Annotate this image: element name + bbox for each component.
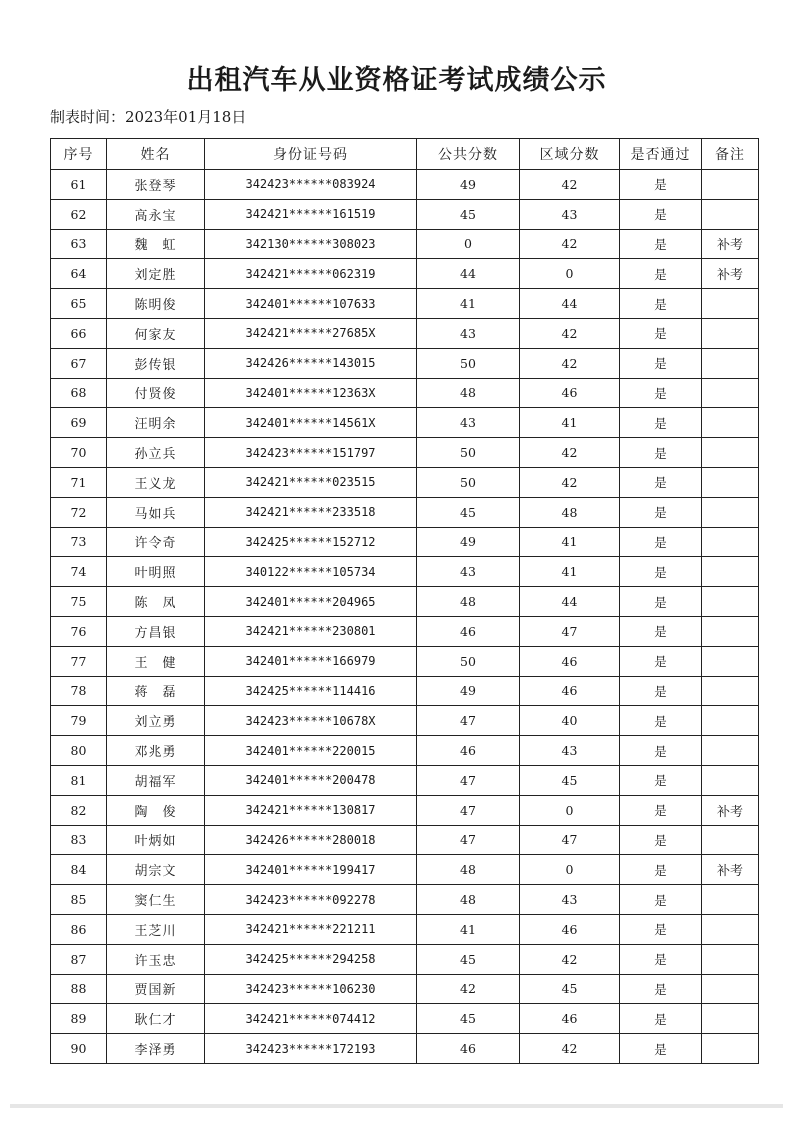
cell-id: 342401******200478 [205,765,417,795]
table-row [51,825,759,855]
cell-passed: 是 [620,616,702,646]
cell-public-score: 45 [417,497,520,527]
cell-id: 342423******10678X [205,706,417,736]
cell-id: 342426******143015 [205,348,417,378]
cell-name: 胡宗文 [107,855,205,885]
cell-regional-score: 41 [520,527,620,557]
cell-public-score: 47 [417,765,520,795]
cell-name: 马如兵 [107,497,205,527]
cell-public-score: 48 [417,378,520,408]
cell-id: 342423******083924 [205,170,417,200]
cell-public-score: 48 [417,855,520,885]
cell-note [702,736,759,766]
bottom-rule [10,1104,783,1108]
cell-passed: 是 [620,497,702,527]
cell-regional-score: 47 [520,616,620,646]
table-row [51,497,759,527]
cell-id: 342421******130817 [205,795,417,825]
table-row [51,646,759,676]
cell-passed: 是 [620,914,702,944]
cell-name: 高永宝 [107,199,205,229]
cell-public-score: 41 [417,289,520,319]
cell-public-score: 47 [417,706,520,736]
cell-regional-score: 42 [520,438,620,468]
cell-name: 王 健 [107,646,205,676]
cell-note [702,825,759,855]
cell-public-score: 47 [417,795,520,825]
cell-passed: 是 [620,170,702,200]
cell-name: 魏 虹 [107,229,205,259]
cell-note [702,974,759,1004]
cell-public-score: 49 [417,527,520,557]
cell-passed: 是 [620,259,702,289]
cell-regional-score: 42 [520,318,620,348]
cell-passed: 是 [620,1004,702,1034]
cell-passed: 是 [620,825,702,855]
cell-public-score: 44 [417,259,520,289]
cell-seq: 72 [51,497,107,527]
cell-id: 342401******12363X [205,378,417,408]
cell-id: 342421******161519 [205,199,417,229]
cell-name: 耿仁才 [107,1004,205,1034]
table-row [51,199,759,229]
cell-note [702,1004,759,1034]
cell-id: 342130******308023 [205,229,417,259]
table-row [51,706,759,736]
cell-name: 王义龙 [107,467,205,497]
cell-seq: 75 [51,587,107,617]
cell-public-score: 50 [417,646,520,676]
cell-id: 342421******062319 [205,259,417,289]
cell-note [702,587,759,617]
cell-passed: 是 [620,795,702,825]
cell-name: 孙立兵 [107,438,205,468]
table-row [51,438,759,468]
table-row [51,795,759,825]
cell-public-score: 41 [417,914,520,944]
cell-name: 李泽勇 [107,1034,205,1064]
cell-name: 贾国新 [107,974,205,1004]
cell-note [702,467,759,497]
cell-regional-score: 42 [520,1034,620,1064]
cell-name: 汪明余 [107,408,205,438]
table-row [51,914,759,944]
cell-name: 刘立勇 [107,706,205,736]
table-row [51,855,759,885]
cell-passed: 是 [620,974,702,1004]
cell-seq: 66 [51,318,107,348]
cell-seq: 83 [51,825,107,855]
cell-name: 陈明俊 [107,289,205,319]
cell-note [702,199,759,229]
cell-public-score: 47 [417,825,520,855]
header-public-score: 公共分数 [417,139,520,170]
cell-id: 342423******151797 [205,438,417,468]
cell-passed: 是 [620,736,702,766]
cell-seq: 76 [51,616,107,646]
cell-seq: 67 [51,348,107,378]
cell-regional-score: 0 [520,259,620,289]
cell-regional-score: 46 [520,1004,620,1034]
header-note: 备注 [702,139,759,170]
cell-id: 342423******172193 [205,1034,417,1064]
cell-seq: 78 [51,676,107,706]
cell-name: 张登琴 [107,170,205,200]
table-row [51,616,759,646]
cell-name: 蒋 磊 [107,676,205,706]
table-row [51,1004,759,1034]
cell-passed: 是 [620,944,702,974]
cell-note: 补考 [702,795,759,825]
cell-note [702,378,759,408]
cell-note: 补考 [702,229,759,259]
cell-passed: 是 [620,229,702,259]
cell-regional-score: 41 [520,557,620,587]
cell-seq: 64 [51,259,107,289]
cell-regional-score: 42 [520,170,620,200]
cell-passed: 是 [620,348,702,378]
cell-seq: 84 [51,855,107,885]
header-regional-score: 区域分数 [520,139,620,170]
cell-seq: 73 [51,527,107,557]
cell-regional-score: 46 [520,914,620,944]
cell-public-score: 48 [417,885,520,915]
table-row [51,229,759,259]
cell-id: 342401******107633 [205,289,417,319]
cell-id: 342401******14561X [205,408,417,438]
header-name: 姓名 [107,139,205,170]
cell-regional-score: 41 [520,408,620,438]
cell-note [702,318,759,348]
table-row [51,765,759,795]
cell-regional-score: 46 [520,378,620,408]
cell-note [702,527,759,557]
cell-regional-score: 44 [520,289,620,319]
cell-note [702,765,759,795]
cell-id: 342426******280018 [205,825,417,855]
table-row [51,408,759,438]
table-row [51,467,759,497]
cell-id: 342423******092278 [205,885,417,915]
table-row [51,736,759,766]
table-row [51,676,759,706]
cell-note [702,944,759,974]
cell-public-score: 46 [417,616,520,646]
cell-note [702,885,759,915]
cell-note [702,646,759,676]
header-seq: 序号 [51,139,107,170]
cell-id: 342423******106230 [205,974,417,1004]
page-title: 出租汽车从业资格证考试成绩公示 [186,65,607,96]
table-row [51,974,759,1004]
cell-regional-score: 0 [520,855,620,885]
table-row [51,527,759,557]
cell-seq: 79 [51,706,107,736]
cell-name: 许玉忠 [107,944,205,974]
cell-seq: 89 [51,1004,107,1034]
table-date: 制表时间：2023年01月18日 [50,108,247,126]
cell-note: 补考 [702,259,759,289]
cell-note [702,289,759,319]
table-row [51,1034,759,1064]
cell-seq: 82 [51,795,107,825]
cell-seq: 74 [51,557,107,587]
cell-passed: 是 [620,318,702,348]
cell-passed: 是 [620,378,702,408]
cell-name: 邓兆勇 [107,736,205,766]
cell-passed: 是 [620,438,702,468]
cell-passed: 是 [620,408,702,438]
cell-passed: 是 [620,706,702,736]
table-row [51,348,759,378]
cell-name: 许令奇 [107,527,205,557]
cell-public-score: 50 [417,467,520,497]
cell-passed: 是 [620,855,702,885]
header-passed: 是否通过 [620,139,702,170]
cell-public-score: 48 [417,587,520,617]
table-row [51,557,759,587]
cell-regional-score: 40 [520,706,620,736]
cell-name: 彭传银 [107,348,205,378]
cell-name: 胡福军 [107,765,205,795]
cell-public-score: 43 [417,318,520,348]
cell-note [702,497,759,527]
cell-regional-score: 42 [520,348,620,378]
cell-regional-score: 44 [520,587,620,617]
cell-note [702,438,759,468]
cell-id: 342401******166979 [205,646,417,676]
cell-public-score: 43 [417,408,520,438]
cell-regional-score: 43 [520,199,620,229]
cell-regional-score: 43 [520,736,620,766]
cell-public-score: 45 [417,944,520,974]
cell-public-score: 49 [417,676,520,706]
cell-regional-score: 42 [520,229,620,259]
cell-passed: 是 [620,527,702,557]
table-row [51,289,759,319]
table-row [51,318,759,348]
cell-regional-score: 47 [520,825,620,855]
cell-seq: 77 [51,646,107,676]
table-row [51,259,759,289]
cell-name: 叶明照 [107,557,205,587]
cell-passed: 是 [620,289,702,319]
cell-regional-score: 46 [520,676,620,706]
cell-note [702,676,759,706]
cell-id: 342425******152712 [205,527,417,557]
cell-passed: 是 [620,885,702,915]
cell-seq: 70 [51,438,107,468]
cell-public-score: 50 [417,438,520,468]
table-row [51,378,759,408]
cell-seq: 86 [51,914,107,944]
cell-seq: 69 [51,408,107,438]
cell-seq: 62 [51,199,107,229]
cell-public-score: 46 [417,736,520,766]
cell-name: 叶炳如 [107,825,205,855]
score-table [50,138,759,1064]
cell-public-score: 0 [417,229,520,259]
cell-note [702,914,759,944]
cell-id: 342401******199417 [205,855,417,885]
cell-name: 何家友 [107,318,205,348]
cell-seq: 61 [51,170,107,200]
cell-public-score: 45 [417,1004,520,1034]
cell-note [702,170,759,200]
table-row [51,170,759,200]
cell-id: 342425******294258 [205,944,417,974]
cell-seq: 87 [51,944,107,974]
header-id: 身份证号码 [205,139,417,170]
cell-regional-score: 45 [520,974,620,1004]
cell-public-score: 43 [417,557,520,587]
cell-regional-score: 42 [520,944,620,974]
cell-seq: 90 [51,1034,107,1064]
cell-name: 窦仁生 [107,885,205,915]
cell-note [702,616,759,646]
cell-passed: 是 [620,646,702,676]
cell-regional-score: 0 [520,795,620,825]
table-row [51,885,759,915]
cell-name: 刘定胜 [107,259,205,289]
cell-name: 付贤俊 [107,378,205,408]
cell-id: 342421******221211 [205,914,417,944]
cell-seq: 65 [51,289,107,319]
cell-regional-score: 43 [520,885,620,915]
cell-name: 陈 凤 [107,587,205,617]
cell-seq: 63 [51,229,107,259]
cell-public-score: 46 [417,1034,520,1064]
cell-id: 342401******220015 [205,736,417,766]
cell-note [702,557,759,587]
cell-passed: 是 [620,765,702,795]
cell-seq: 71 [51,467,107,497]
cell-id: 342425******114416 [205,676,417,706]
cell-regional-score: 46 [520,646,620,676]
cell-passed: 是 [620,1034,702,1064]
cell-passed: 是 [620,676,702,706]
cell-seq: 80 [51,736,107,766]
cell-id: 342421******074412 [205,1004,417,1034]
cell-regional-score: 45 [520,765,620,795]
cell-name: 王芝川 [107,914,205,944]
cell-seq: 68 [51,378,107,408]
cell-name: 方昌银 [107,616,205,646]
cell-note [702,408,759,438]
cell-public-score: 45 [417,199,520,229]
cell-id: 342421******230801 [205,616,417,646]
table-row [51,587,759,617]
cell-id: 340122******105734 [205,557,417,587]
cell-seq: 81 [51,765,107,795]
cell-note: 补考 [702,855,759,885]
cell-passed: 是 [620,467,702,497]
cell-id: 342421******27685X [205,318,417,348]
cell-name: 陶 俊 [107,795,205,825]
cell-regional-score: 42 [520,467,620,497]
cell-passed: 是 [620,557,702,587]
cell-public-score: 49 [417,170,520,200]
cell-id: 342401******204965 [205,587,417,617]
cell-regional-score: 48 [520,497,620,527]
cell-seq: 88 [51,974,107,1004]
cell-note [702,348,759,378]
cell-seq: 85 [51,885,107,915]
cell-id: 342421******233518 [205,497,417,527]
table-header-row [51,139,759,170]
cell-note [702,706,759,736]
cell-passed: 是 [620,199,702,229]
cell-note [702,1034,759,1064]
cell-public-score: 50 [417,348,520,378]
cell-public-score: 42 [417,974,520,1004]
cell-id: 342421******023515 [205,467,417,497]
table-row [51,944,759,974]
cell-passed: 是 [620,587,702,617]
